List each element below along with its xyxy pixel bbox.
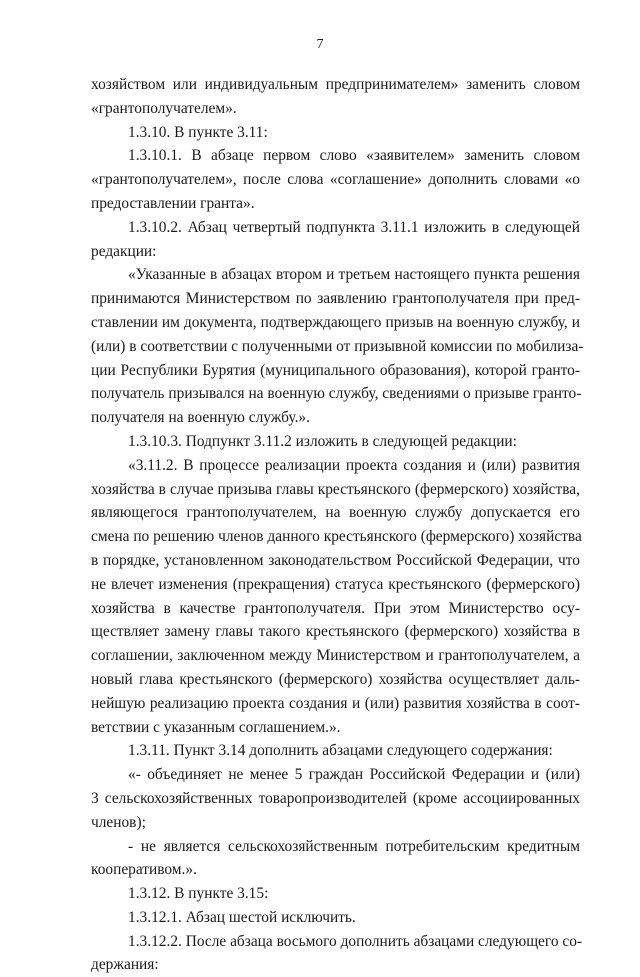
text-line: «грантополучателем», после слова «соглашение» дополнить словами «о	[91, 171, 580, 189]
text-line: - не является сельскохозяйственным потребительским кредитным	[128, 837, 580, 855]
text-line: 1.3.10.3. Подпункт 3.11.2 изложить в следующей редакции:	[128, 432, 517, 450]
text-line: кооперативом.».	[91, 861, 197, 879]
text-line: 1.3.12.2. После абзаца восьмого дополнить абзацами следующего со-	[128, 932, 583, 950]
text-line: 1.3.11. Пункт 3.14 дополнить абзацами следующего содержания:	[128, 742, 553, 760]
text-line: 1.3.12. В пункте 3.15:	[128, 885, 269, 903]
text-line: 3 сельскохозяйственных товаропроизводителей (кроме ассоциированных	[91, 789, 580, 807]
text-line: ставлении им документа, подтверждающего призыв на военную службу, и	[91, 313, 580, 331]
text-line: получатель призывался на военную службу, сведениями о призыве гранто-	[91, 385, 582, 403]
text-line: 1.3.12.1. Абзац шестой исключить.	[128, 908, 356, 926]
text-line: смена по решению членов данного крестьянского (фермерского) хозяйства	[91, 528, 582, 546]
text-line: получателя на военную службу.».	[91, 409, 310, 427]
text-line: в порядке, установленном законодательством Российской Федерации, что	[91, 551, 580, 569]
text-line: не влечет изменения (прекращения) статуса крестьянского (фермерского)	[91, 575, 580, 593]
text-line: (или) в соответствии с полученными от призывной комиссии по мобилиза-	[91, 337, 584, 355]
text-line: принимаются Министерством по заявлению грантополучателя при пред-	[91, 290, 580, 308]
text-line: «- объединяет не менее 5 граждан Российской Федерации и (или)	[128, 766, 580, 784]
text-line: хозяйством или индивидуальным предпринимателем» заменить словом	[91, 76, 580, 93]
text-line: 1.3.10.2. Абзац четвертый подпункта 3.11.1 изложить в следующей	[128, 218, 580, 236]
text-line: ветствии с указанным соглашением.».	[91, 718, 341, 736]
text-line: ции Республики Бурятия (муниципального образования), которой гранто-	[91, 361, 580, 379]
document-body	[91, 73, 584, 977]
text-line: новый глава крестьянского (фермерского) хозяйства осуществляет даль-	[91, 670, 580, 688]
text-line: «3.11.2. В процессе реализации проекта создания и (или) развития	[128, 456, 580, 474]
text-line: предоставлении гранта».	[91, 194, 255, 212]
page-number: 7	[316, 37, 324, 52]
text-line: членов);	[91, 813, 146, 831]
text-line: 1.3.10. В пункте 3.11:	[128, 123, 268, 141]
text-line: нейшую реализацию проекта создания и (или) развития хозяйства в соот-	[91, 694, 580, 712]
text-line: держания:	[91, 956, 159, 974]
text-line: 1.3.10.1. В абзаце первом слово «заявителем» заменить словом	[128, 147, 580, 165]
text-line: «Указанные в абзацах втором и третьем настоящего пункта решения	[128, 266, 580, 284]
text-line: соглашении, заключенном между Министерством и грантополучателем, а	[91, 647, 580, 665]
text-line: редакции:	[91, 242, 157, 260]
text-line: являющегося грантополучателем, на военную службу допускается его	[91, 504, 580, 522]
text-line: «грантополучателем».	[91, 99, 237, 117]
text-line: ществляет замену главы такого крестьянского (фермерского) хозяйства в	[91, 623, 580, 641]
text-line: хозяйства в качестве грантополучателя. При этом Министерство осу-	[91, 599, 580, 617]
text-line: хозяйства в случае призыва главы крестьянского (фермерского) хозяйства,	[91, 480, 580, 498]
